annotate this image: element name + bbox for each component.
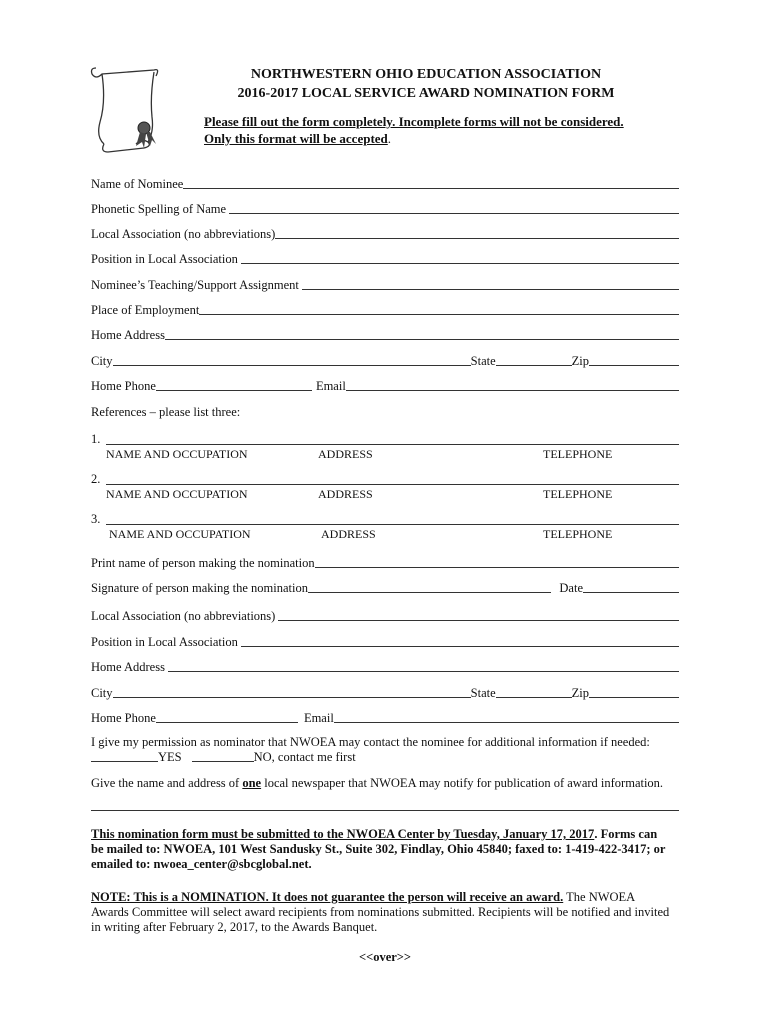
reference-2-phone-caption: TELEPHONE [543,487,613,501]
no-blank[interactable] [192,761,254,762]
nominee-position-field[interactable]: Position in Local Association [91,249,679,267]
reference-3-phone-caption: TELEPHONE [543,527,613,541]
reference-1-name-caption: NAME AND OCCUPATION [106,447,248,461]
org-title: NORTHWESTERN OHIO EDUCATION ASSOCIATION [250,67,602,82]
reference-1-phone-caption: TELEPHONE [543,447,613,461]
reference-1-number: 1. [91,432,101,446]
nominee-name-field[interactable]: Name of Nominee [91,174,679,192]
instruction-line-1: Please fill out the form completely. Incomplete forms will not be considered. [204,114,624,129]
permission-text: I give my permission as nominator that NWOEA may contact the nominee for additional information if needed: [91,735,650,749]
reference-3-name-caption: NAME AND OCCUPATION [109,527,251,541]
nominator-signature-field[interactable]: Signature of person making the nomination Date [91,578,679,596]
reference-2-address-caption: ADDRESS [318,487,373,501]
note-paragraph: NOTE: This is a NOMINATION. It does not guarantee the person will receive an award. The NWOEA Awards Committee will select award recipients from nominations submitted. Recipients will be notified and invited in writing after February 2, 2017, to the Awards Banquet. [91,890,670,934]
nominee-local-association-field[interactable]: Local Association (no abbreviations) [91,224,679,242]
reference-3-line[interactable] [106,524,679,525]
instruction-line-2: Only this format will be accepted. [204,131,392,146]
submission-paragraph: This nomination form must be submitted to the NWOEA Center by Tuesday, January 17, 2017. Forms can be mailed to: NWOEA, 101 West Sandusky St., Suite 302, Findlay, Ohio 45840; faxed to: 1-419-422-3417; or emailed to: nwoea_center@sbcglobal.net. [91,827,666,871]
newspaper-line[interactable] [91,810,679,811]
scroll-award-icon [86,62,166,162]
reference-2-name-caption: NAME AND OCCUPATION [106,487,248,501]
yes-blank[interactable] [91,761,158,762]
phonetic-spelling-field[interactable]: Phonetic Spelling of Name [91,199,679,217]
reference-3-number: 3. [91,512,101,526]
reference-1-address-caption: ADDRESS [318,447,373,461]
reference-3-address-caption: ADDRESS [321,527,376,541]
nominator-city-state-zip-field[interactable]: City State Zip [91,683,679,701]
newspaper-instruction: Give the name and address of one local newspaper that NWOEA may notify for publication of award information. [91,776,664,790]
form-title: 2016-2017 LOCAL SERVICE AWARD NOMINATION FORM [237,86,615,101]
nominee-home-address-field[interactable]: Home Address [91,325,679,343]
nominee-phone-email-field[interactable]: Home Phone Email [91,376,679,394]
employment-field[interactable]: Place of Employment [91,300,679,318]
reference-1-line[interactable] [106,444,679,445]
reference-2-number: 2. [91,472,101,486]
assignment-field[interactable]: Nominee’s Teaching/Support Assignment [91,275,679,293]
nominator-phone-email-field[interactable]: Home Phone Email [91,708,679,726]
nominee-city-state-zip-field[interactable]: City State Zip [91,351,679,369]
nominator-position-field[interactable]: Position in Local Association [91,632,679,650]
nominator-print-name-field[interactable]: Print name of person making the nomination [91,553,679,571]
nominator-local-association-field[interactable]: Local Association (no abbreviations) [91,606,679,624]
nominator-home-address-field[interactable]: Home Address [91,657,679,675]
reference-2-line[interactable] [106,484,679,485]
references-heading: References – please list three: [91,405,241,419]
permission-options[interactable]: YES NO, contact me first [91,747,391,765]
over-indicator: <<over>> [358,950,412,964]
